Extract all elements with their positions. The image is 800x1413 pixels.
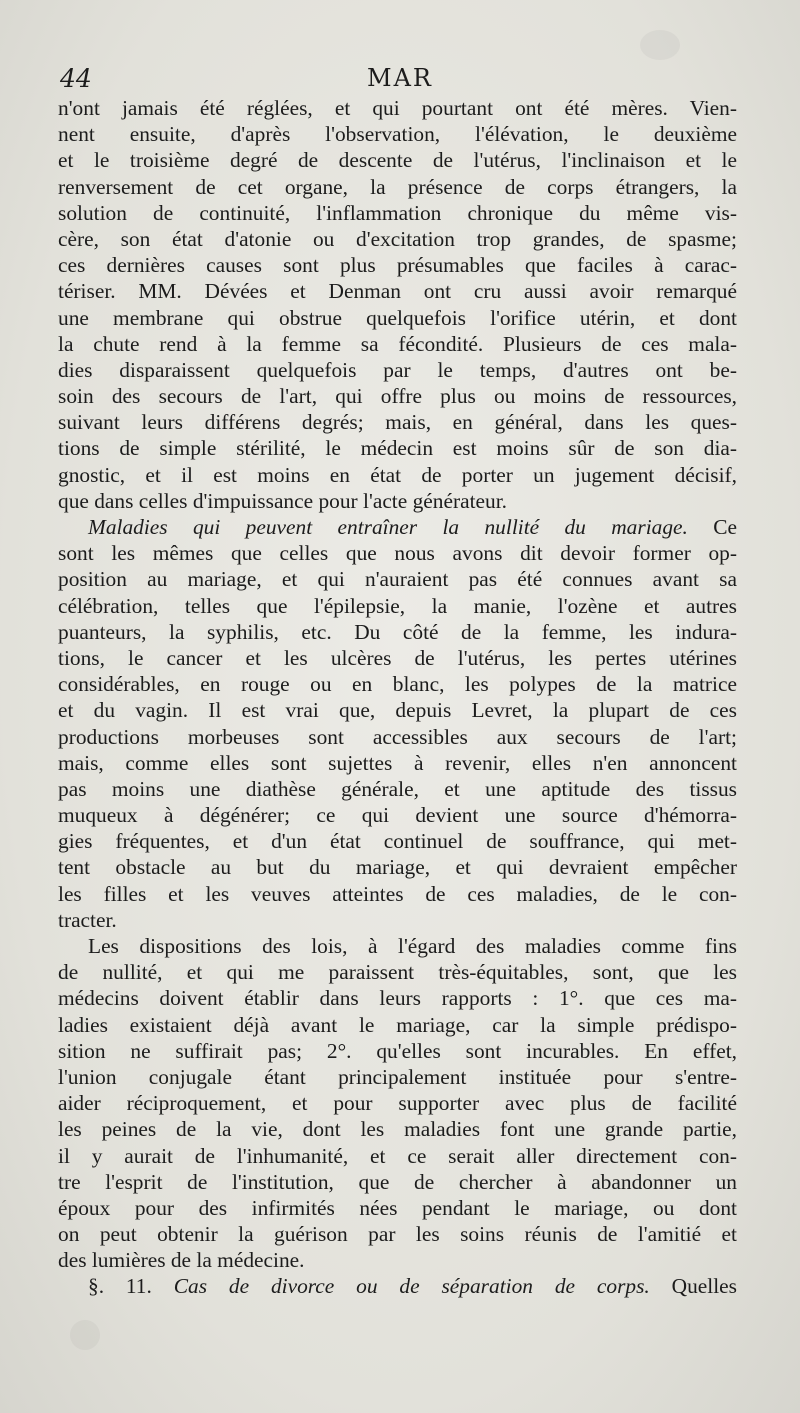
line-text: et du vagin. Il est vrai que, depuis Levret, la plupart de ces: [58, 698, 737, 723]
text-line: [58, 985, 737, 1011]
text-line: [58, 409, 737, 435]
text-line: [58, 1116, 737, 1142]
text-line: [58, 593, 737, 619]
line-text: soin des secours de l'art, qui offre plus ou moins de ressources,: [58, 384, 737, 409]
line-text: considérables, en rouge ou en blanc, les polypes de la matrice: [58, 672, 737, 697]
line-text: productions morbeuses sont accessibles aux secours de l'art;: [58, 724, 737, 749]
line-text: tre l'esprit de l'institution, que de chercher à abandonner un: [58, 1169, 737, 1194]
line-text: l'union conjugale étant principalement instituée pour s'entre-: [58, 1064, 737, 1089]
line-text: médecins doivent établir dans leurs rapports : 1°. que ces ma-: [58, 986, 737, 1011]
text-line: [58, 776, 737, 802]
text-line: [58, 357, 737, 383]
italic-heading: Cas de divorce ou de séparation de corps.: [173, 1274, 650, 1299]
text-line: [58, 645, 737, 671]
line-text: des lumières de la médecine.: [58, 1248, 305, 1273]
section-number: §. 11.: [88, 1274, 174, 1299]
body-text: [58, 95, 737, 1300]
running-head: MAR: [367, 64, 433, 92]
line-text: mais, comme elles sont sujettes à revenir, elles n'en annoncent: [58, 750, 737, 775]
line-text: pas moins une diathèse générale, et une aptitude des tissus: [58, 776, 737, 801]
line-text: sont les mêmes que celles que nous avons dit devoir former op-: [58, 541, 737, 566]
line-text: les peines de la vie, dont les maladies font une grande partie,: [58, 1117, 737, 1142]
line-text: on peut obtenir la guérison par les soins réunis de l'amitié et: [58, 1222, 737, 1247]
text-line: [58, 619, 737, 645]
line-text: puanteurs, la syphilis, etc. Du côté de la femme, les indura-: [58, 619, 737, 644]
text-line: [58, 854, 737, 880]
text-line: [58, 147, 737, 173]
line-text: tent obstacle au but du mariage, et qui devraient empêcher: [58, 855, 737, 880]
line-text: suivant leurs différens degrés; mais, en général, dans les ques-: [58, 410, 737, 435]
text-line: [58, 1273, 737, 1299]
text-line: [58, 881, 737, 907]
text-line: [58, 226, 737, 252]
line-text: ces dernières causes sont plus présumables que faciles à carac-: [58, 253, 737, 278]
line-text: nent ensuite, d'après l'observation, l'élévation, le deuxième: [58, 122, 737, 147]
page-header: [60, 64, 740, 96]
text-line: [58, 95, 737, 121]
text-line: [58, 959, 737, 985]
line-text: et le troisième degré de descente de l'utérus, l'inclinaison et le: [58, 148, 737, 173]
text-line: [58, 1169, 737, 1195]
text-line: [58, 514, 737, 540]
line-text: cère, son état d'atonie ou d'excitation trop grandes, de spasme;: [58, 226, 737, 251]
line-text: il y aurait de l'inhumanité, et ce serait aller directement con-: [58, 1143, 737, 1168]
text-line: [58, 435, 737, 461]
line-text: tériser. MM. Dévées et Denman ont cru aussi avoir remarqué: [58, 279, 737, 304]
line-text: aider réciproquement, et pour supporter avec plus de facilité: [58, 1091, 737, 1116]
text-line: [58, 828, 737, 854]
text-line: [58, 907, 737, 933]
line-text: Ce: [687, 515, 737, 539]
italic-heading: Maladies qui peuvent entraîner la nullité du mariage.: [88, 515, 688, 539]
line-text: Quelles: [649, 1274, 737, 1299]
text-line: [58, 252, 737, 278]
line-text: gies fréquentes, et d'un état continuel de souffrance, qui met-: [58, 829, 737, 854]
line-text: tracter.: [58, 907, 117, 932]
text-line: [58, 566, 737, 592]
line-text: gnostic, et il est moins en état de porter un jugement décisif,: [58, 462, 737, 487]
text-line: [58, 383, 737, 409]
paper-stain: [640, 30, 680, 60]
text-line: [58, 933, 737, 959]
line-text: les filles et les veuves atteintes de ces maladies, de le con-: [58, 881, 737, 906]
page-number: 44: [60, 64, 92, 93]
text-line: [58, 1143, 737, 1169]
line-text: célébration, telles que l'épilepsie, la manie, l'ozène et autres: [58, 593, 737, 618]
text-line: [58, 121, 737, 147]
line-text: époux pour des infirmités nées pendant le mariage, ou dont: [58, 1195, 737, 1220]
text-line: [58, 724, 737, 750]
text-line: [58, 697, 737, 723]
text-line: [58, 331, 737, 357]
line-text: une membrane qui obstrue quelquefois l'orifice utérin, et dont: [58, 305, 737, 330]
line-text: la chute rend à la femme sa fécondité. Plusieurs de ces mala-: [58, 331, 737, 356]
line-text: dies disparaissent quelquefois par le temps, d'autres ont be-: [58, 357, 737, 382]
text-line: [58, 1012, 737, 1038]
line-text: de nullité, et qui me paraissent très-équitables, sont, que les: [58, 960, 737, 985]
text-line: [58, 1090, 737, 1116]
text-line: [58, 1195, 737, 1221]
text-line: [58, 462, 737, 488]
line-text: n'ont jamais été réglées, et qui pourtant ont été mères. Vien-: [58, 96, 737, 120]
line-text: que dans celles d'impuissance pour l'acte générateur.: [58, 488, 508, 513]
text-line: [58, 750, 737, 776]
text-line: [58, 540, 737, 566]
line-text: tions de simple stérilité, le médecin est moins sûr de son dia-: [58, 436, 737, 461]
line-text: Les dispositions des lois, à l'égard des maladies comme fins: [88, 934, 737, 958]
text-line: [58, 488, 737, 514]
text-line: [58, 671, 737, 697]
line-text: renversement de cet organe, la présence de corps étrangers, la: [58, 174, 737, 199]
line-text: tions, le cancer et les ulcères de l'utérus, les pertes utérines: [58, 645, 737, 670]
text-line: [58, 1247, 737, 1273]
text-line: [58, 200, 737, 226]
text-line: [58, 802, 737, 828]
text-line: [58, 1064, 737, 1090]
text-line: [58, 305, 737, 331]
line-text: sition ne suffirait pas; 2°. qu'elles sont incurables. En effet,: [58, 1038, 737, 1063]
line-text: position au mariage, et qui n'auraient pas été connues avant sa: [58, 567, 737, 592]
line-text: muqueux à dégénérer; ce qui devient une source d'hémorra-: [58, 803, 737, 828]
line-text: solution de continuité, l'inflammation chronique du même vis-: [58, 200, 737, 225]
text-line: [58, 278, 737, 304]
text-line: [58, 1221, 737, 1247]
text-line: [58, 174, 737, 200]
text-line: [58, 1038, 737, 1064]
line-text: ladies existaient déjà avant le mariage, car la simple prédispo-: [58, 1012, 737, 1037]
paper-stain: [70, 1320, 100, 1350]
